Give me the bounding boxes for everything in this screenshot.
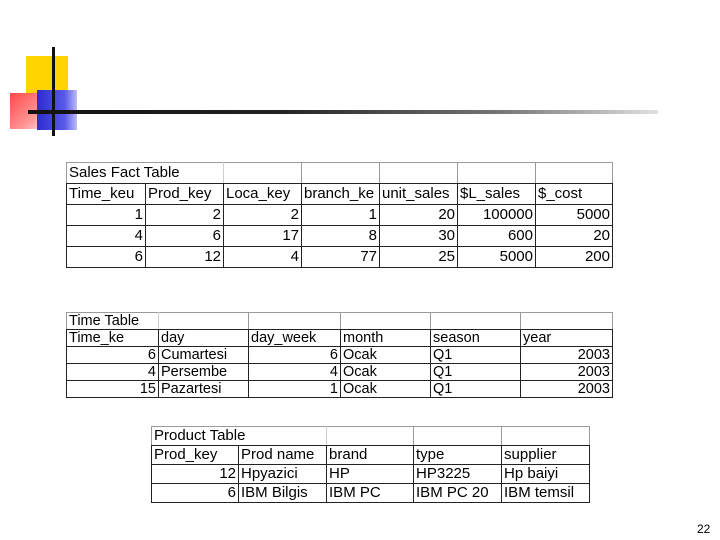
time-table	[66, 312, 613, 398]
table-header-row	[152, 446, 590, 465]
table-cell: Persembe	[159, 364, 249, 381]
table-cell: 6	[67, 347, 159, 364]
table-cell: Ocak	[341, 347, 431, 364]
sales-fact-table	[66, 162, 613, 268]
vertical-rule	[52, 47, 55, 136]
table-cell: IBM PC	[327, 484, 414, 503]
table-row	[67, 205, 613, 226]
table-caption-row	[67, 313, 613, 330]
table-cell: Q1	[431, 381, 521, 398]
table-row	[67, 247, 613, 268]
table-cell: 2003	[521, 364, 613, 381]
table-cell: 5000	[458, 247, 536, 268]
table-row	[67, 347, 613, 364]
column-header: day	[159, 330, 249, 347]
table-cell: Ocak	[341, 381, 431, 398]
column-header: season	[431, 330, 521, 347]
title-ornament	[0, 0, 720, 140]
column-header: Prod name	[239, 446, 327, 465]
table-cell: 4	[67, 226, 146, 247]
table-cell: 2	[224, 205, 302, 226]
column-header: Prod_key	[152, 446, 239, 465]
column-header: $L_sales	[458, 184, 536, 205]
table-cell: 2003	[521, 381, 613, 398]
table-caption: Time Table	[67, 313, 159, 330]
table-row	[67, 381, 613, 398]
table-cell: 4	[67, 364, 159, 381]
table-cell: HP3225	[414, 465, 502, 484]
horizontal-rule	[28, 110, 658, 114]
column-header: Loca_key	[224, 184, 302, 205]
table-cell: 600	[458, 226, 536, 247]
table-cell: 15	[67, 381, 159, 398]
table-caption: Sales Fact Table	[67, 163, 224, 184]
table-row	[152, 484, 590, 503]
column-header: $_cost	[536, 184, 613, 205]
table-cell: 17	[224, 226, 302, 247]
table-row	[67, 364, 613, 381]
table-cell: Q1	[431, 364, 521, 381]
table-cell: 6	[249, 347, 341, 364]
column-header: supplier	[502, 446, 590, 465]
table-cell: 6	[146, 226, 224, 247]
column-header: Time_keu	[67, 184, 146, 205]
column-header: Prod_key	[146, 184, 224, 205]
table-cell: Pazartesi	[159, 381, 249, 398]
table-cell: 100000	[458, 205, 536, 226]
column-header: brand	[327, 446, 414, 465]
table-caption-row	[152, 427, 590, 446]
table-cell: 1	[249, 381, 341, 398]
table-cell: Ocak	[341, 364, 431, 381]
table-cell: HP	[327, 465, 414, 484]
table-cell: 12	[152, 465, 239, 484]
table-cell: 6	[67, 247, 146, 268]
product-table	[151, 426, 590, 503]
table-row	[67, 226, 613, 247]
table-cell: 6	[152, 484, 239, 503]
table-caption-row	[67, 163, 613, 184]
table-cell: 20	[536, 226, 613, 247]
table-cell: 77	[302, 247, 380, 268]
table-cell: IBM PC 20	[414, 484, 502, 503]
page-number: 22	[697, 522, 711, 536]
table-cell: 1	[302, 205, 380, 226]
column-header: year	[521, 330, 613, 347]
table-header-row	[67, 184, 613, 205]
table-cell: 2003	[521, 347, 613, 364]
table-cell: 20	[380, 205, 458, 226]
table-cell: IBM Bilgis	[239, 484, 327, 503]
table-cell: 5000	[536, 205, 613, 226]
table-cell: 8	[302, 226, 380, 247]
table-cell: 4	[224, 247, 302, 268]
table-cell: 25	[380, 247, 458, 268]
table-cell: 200	[536, 247, 613, 268]
column-header: day_week	[249, 330, 341, 347]
table-cell: Cumartesi	[159, 347, 249, 364]
column-header: month	[341, 330, 431, 347]
table-cell: 30	[380, 226, 458, 247]
column-header: unit_sales	[380, 184, 458, 205]
table-cell: Hp baiyi	[502, 465, 590, 484]
table-cell: 1	[67, 205, 146, 226]
table-cell: Hpyazici	[239, 465, 327, 484]
column-header: branch_ke	[302, 184, 380, 205]
column-header: Time_ke	[67, 330, 159, 347]
table-cell: IBM temsil	[502, 484, 590, 503]
table-cell: Q1	[431, 347, 521, 364]
table-cell: 2	[146, 205, 224, 226]
table-cell: 4	[249, 364, 341, 381]
column-header: type	[414, 446, 502, 465]
table-caption: Product Table	[152, 427, 327, 446]
table-row	[152, 465, 590, 484]
table-cell: 12	[146, 247, 224, 268]
table-header-row	[67, 330, 613, 347]
